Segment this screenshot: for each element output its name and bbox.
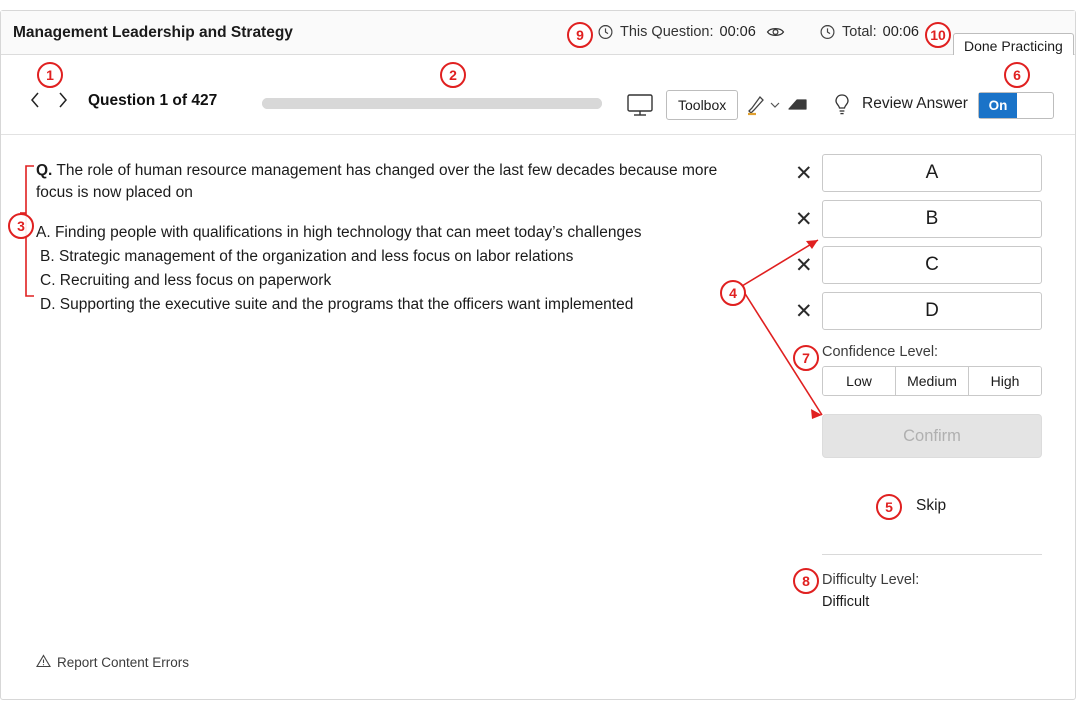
question-block (36, 160, 752, 317)
question-prefix: Q. (36, 162, 53, 179)
answer-button-b[interactable]: B (822, 200, 1042, 238)
this-question-timer (597, 23, 785, 40)
done-practicing-button[interactable]: Done Practicing (953, 33, 1074, 59)
presentation-screen-icon[interactable] (626, 92, 654, 123)
progress-bar[interactable] (262, 98, 602, 109)
chevron-left-icon[interactable] (28, 90, 42, 110)
annotation-marker-8: 8 (793, 568, 819, 594)
question-stem (36, 160, 752, 205)
skip-button[interactable]: Skip (916, 497, 947, 514)
this-question-time: 00:06 (719, 23, 756, 40)
total-time: 00:06 (882, 23, 919, 40)
review-answer-toggle[interactable] (978, 92, 1054, 119)
chevron-down-icon (770, 100, 780, 110)
eliminate-answer-d-icon[interactable]: ✕ (795, 300, 813, 323)
annotation-marker-4: 4 (720, 280, 746, 306)
panel-divider (822, 554, 1042, 555)
eliminate-answer-a-icon[interactable]: ✕ (795, 162, 813, 185)
clock-icon (819, 23, 836, 40)
annotation-marker-1: 1 (37, 62, 63, 88)
annotation-marker-5: 5 (876, 494, 902, 520)
annotation-marker-7: 7 (793, 345, 819, 371)
confirm-button[interactable]: Confirm (822, 414, 1042, 458)
app-title: Management Leadership and Strategy (13, 24, 293, 41)
annotation-marker-9: 9 (567, 22, 593, 48)
clock-icon (597, 23, 614, 40)
confidence-low-button[interactable]: Low (823, 367, 896, 395)
toggle-on-label: On (979, 93, 1017, 118)
chevron-right-icon[interactable] (56, 90, 70, 110)
report-content-errors-label: Report Content Errors (57, 655, 190, 670)
difficulty-level-label: Difficulty Level: (822, 572, 920, 588)
answer-button-d[interactable]: D (822, 292, 1042, 330)
total-timer (819, 23, 919, 40)
difficulty-level-value: Difficult (822, 594, 870, 610)
highlighter-icon[interactable] (744, 92, 780, 118)
eliminate-answer-c-icon[interactable]: ✕ (795, 254, 813, 277)
lightbulb-icon[interactable] (832, 92, 852, 123)
list-item[interactable]: C. Recruiting and less focus on paperwork (40, 271, 332, 289)
eraser-icon[interactable] (786, 94, 810, 121)
eye-icon[interactable] (766, 25, 785, 39)
confidence-medium-button[interactable]: Medium (896, 367, 969, 395)
toolbox-button[interactable]: Toolbox (666, 90, 738, 120)
report-content-errors-button[interactable] (36, 654, 189, 671)
warning-triangle-icon (36, 654, 51, 671)
title-bar (1, 11, 1075, 55)
question-text: The role of human resource management has changed over the last few decades because more focus is now placed on (36, 162, 718, 202)
annotation-marker-10: 10 (925, 22, 951, 48)
question-nav (28, 90, 70, 110)
list-item[interactable]: D. Supporting the executive suite and the programs that the officers want implemented (40, 295, 634, 313)
confidence-level-label: Confidence Level: (822, 344, 939, 360)
this-question-label: This Question: (620, 23, 714, 40)
list-item[interactable]: B. Strategic management of the organization and less focus on labor relations (40, 247, 574, 265)
total-label: Total: (842, 23, 877, 40)
choice-list (36, 221, 752, 317)
question-counter: Question 1 of 427 (88, 92, 218, 109)
answer-button-a[interactable]: A (822, 154, 1042, 192)
answer-button-c[interactable]: C (822, 246, 1042, 284)
progress-fill (262, 98, 602, 109)
annotation-marker-2: 2 (440, 62, 466, 88)
review-answer-label: Review Answer (862, 95, 968, 112)
confidence-high-button[interactable]: High (969, 367, 1041, 395)
list-item[interactable]: A. Finding people with qualifications in high technology that can meet today’s challenges (36, 223, 642, 241)
annotation-marker-6: 6 (1004, 62, 1030, 88)
annotation-marker-3: 3 (8, 213, 34, 239)
confidence-level-group (822, 366, 1042, 396)
eliminate-answer-b-icon[interactable]: ✕ (795, 208, 813, 231)
